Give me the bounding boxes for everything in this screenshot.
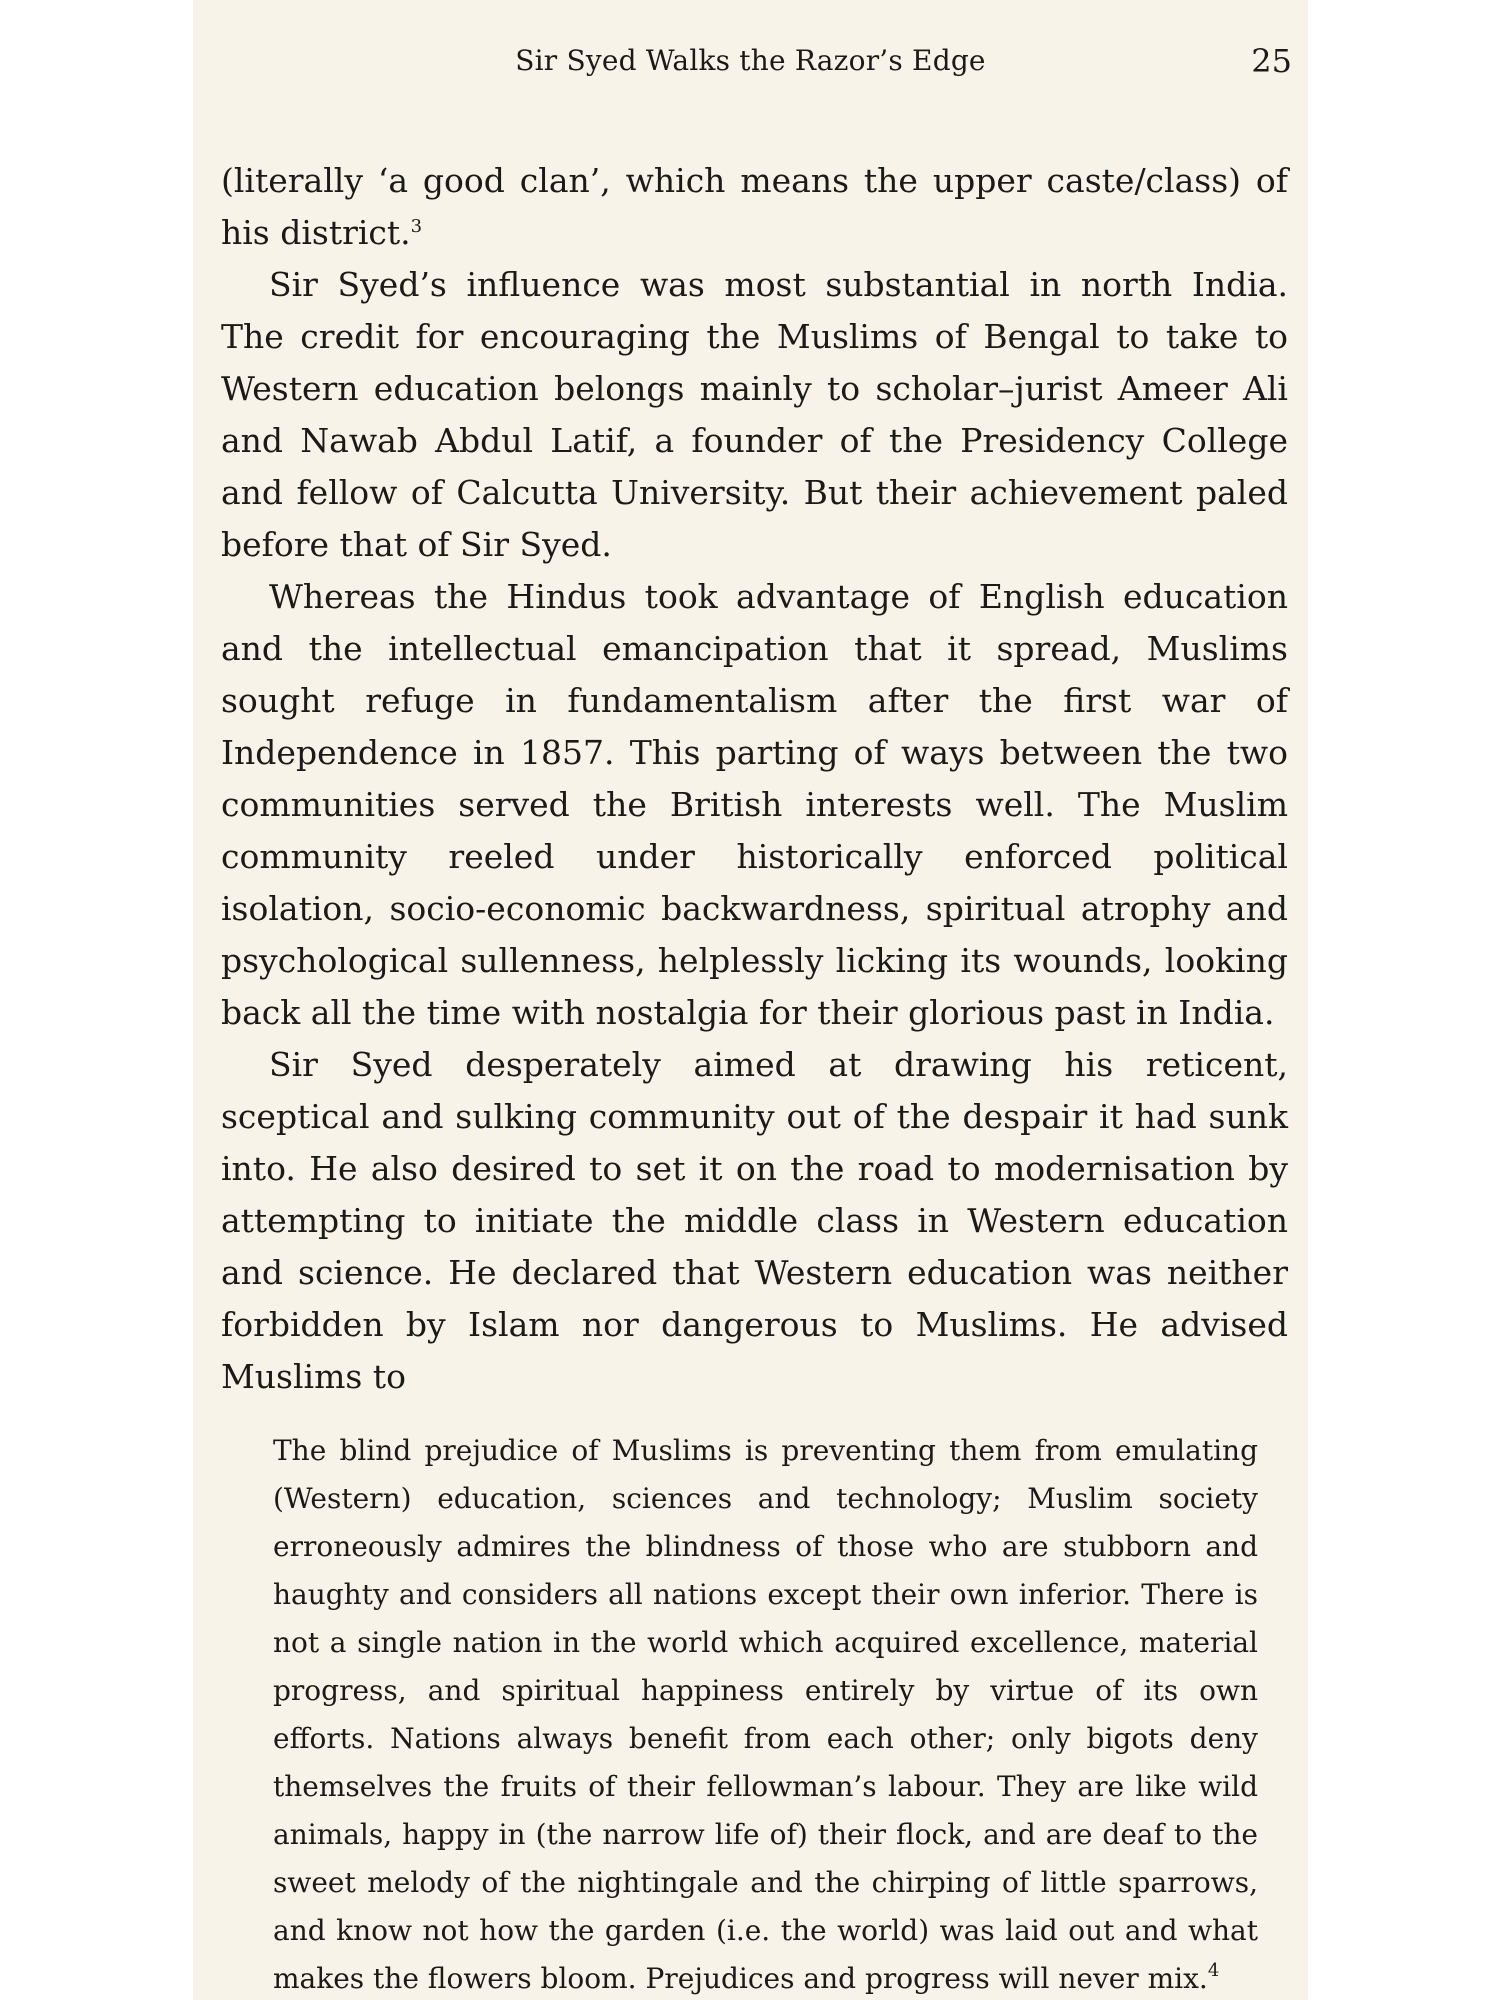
footnote-marker: 3 — [410, 216, 423, 237]
body-text — [221, 155, 1288, 2003]
running-head — [193, 44, 1308, 94]
paragraph: Sir Syed’s influence was most substantial in north India. The credit for encouraging the Muslims of Bengal to take to Western education belongs mainly to scholar–jurist Ameer Ali and Nawab Abdul Latif, a founder of the Presidency College and fellow of Calcutta University. But their achievement paled before that of Sir Syed. — [221, 265, 1288, 564]
paragraph: Sir Syed desperately aimed at drawing his reticent, sceptical and sulking community out of the despair it had sunk into. He also desired to set it on the road to modernisation by attempting to initiate the middle class in Western education and science. He declared that Western education was neither forbidden by Islam nor dangerous to Muslims. He advised Muslims to — [221, 1045, 1288, 1396]
block-quote — [273, 1427, 1258, 2003]
footnote-marker: 4 — [1207, 1960, 1220, 1981]
running-title: Sir Syed Walks the Razor’s Edge — [515, 44, 986, 77]
page-number: 25 — [1251, 42, 1292, 80]
paragraph: Whereas the Hindus took advantage of English education and the intellectual emancipation that it spread, Muslims sought refuge in fundamentalism after the first war of Independence in 1857. This parting of ways between the two communities served the British interests well. The Muslim community reeled under historically enforced political isolation, socio-economic backwardness, spiritual atrophy and psychological sullenness, helplessly licking its wounds, looking back all the time with nostalgia for their glorious past in India. — [221, 577, 1288, 1032]
paragraph-text: (literally ‘a good clan’, which means the upper caste/class) of his district. — [221, 161, 1288, 252]
paragraph-continued — [221, 155, 1288, 259]
book-page — [193, 0, 1308, 2000]
quote-text: The blind prejudice of Muslims is preventing them from emulating (Western) education, sciences and technology; Muslim society erroneously admires the blindness of those who are stubborn and haughty and considers all nations except their own inferior. There is not a single nation in the world which acquired excellence, material progress, and spiritual happiness entirely by virtue of its own efforts. Nations always benefit from each other; only bigots deny themselves the fruits of their fellowman’s labour. They are like wild animals, happy in (the narrow life of) their flock, and are deaf to the sweet melody of the nightingale and the chirping of little sparrows, and know not how the garden (i.e. the world) was laid out and what makes the flowers bloom. Prejudices and progress will never mix. — [273, 1434, 1258, 1995]
